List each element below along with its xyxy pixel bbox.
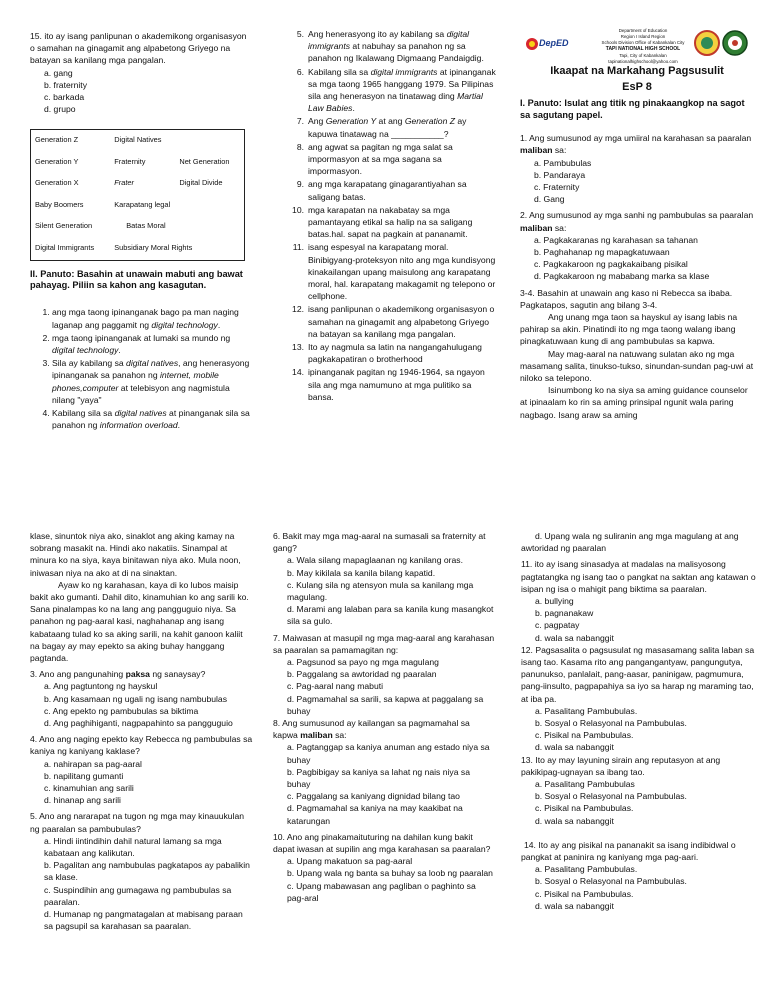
q10-option-b: b. Upang wala ng banta sa buhay sa loob ng paaralan xyxy=(287,868,493,879)
identification-item xyxy=(286,141,498,178)
question-13-options xyxy=(521,778,757,827)
identification-item xyxy=(286,303,498,340)
choice-row xyxy=(31,216,245,238)
column-2 xyxy=(286,28,498,404)
question-6-options xyxy=(273,554,495,627)
q13-option-b: b. Sosyal o Relasyonal na Pambubulas. xyxy=(535,791,687,802)
exam-subject: EsP 8 xyxy=(622,80,652,93)
question-12-options xyxy=(521,705,757,754)
choice-cell: Fraternity xyxy=(114,156,146,166)
q5-option-a: a. Hindi iintindihin dahil natural lamang sa mga kabataan ang kalikutan. xyxy=(44,835,222,859)
q4-option-a: a. nahirapan sa pag-aaral xyxy=(44,758,142,769)
question-3-options xyxy=(30,680,254,729)
choice-row xyxy=(31,173,245,195)
header-line: Schools Division Office of Kabankalan City xyxy=(601,39,685,45)
question-8: 8. Ang sumusunod ay kailangan sa pagmamahal sa kapwa maliban sa: xyxy=(273,718,470,741)
column-1 xyxy=(30,30,252,432)
q15-option-c: c. barkada xyxy=(44,92,85,103)
q15-option-d: d. grupo xyxy=(44,104,76,115)
item-number: 6. xyxy=(296,66,304,77)
identification-item xyxy=(286,115,498,139)
choice-cell: Generation Z xyxy=(35,135,79,145)
question-10: 10. Ano ang pinakamaituturing na dahilan kung bakit dapat iwasan at supilin ang mga karahasan sa paaralan? xyxy=(273,831,491,855)
header-line: Department of Education xyxy=(618,28,668,33)
question-14: 14. Ito ay ang pisikal na pananakit sa isang indibidwal o pangkat at paninira ng kaniyang mga pag-aari. xyxy=(521,839,736,863)
q5-option-d: d. Humanap ng pangmatagalan at mabisang paraan sa pagsupil sa karahasan sa paaralan. xyxy=(44,909,243,932)
choice-cell: Generation X xyxy=(35,178,79,188)
item-number: 5. xyxy=(296,29,304,39)
question-10-option-d: d. Upang wala ng suliranin ang mga magulang at ang awtoridad ng paaralan xyxy=(521,531,739,554)
header-text xyxy=(578,28,708,64)
q2-option-b: b. Paghahanap ng mapagkatuwaan xyxy=(534,246,670,257)
column-6 xyxy=(521,530,757,912)
q8-option-b: b. Pagbibigay sa kaniya sa lahat ng nais niya sa buhay xyxy=(287,766,470,790)
part-2-item: 3. Sila ay kabilang sa digital natives, ang henerasyong ipinanganak sa panahon ng internet, mobile phones,computer at telebisyon ang nagmistula nilang "yaya" xyxy=(52,357,252,406)
q14-option-b: b. Sosyal o Relasyonal na Pambubulas. xyxy=(535,876,687,887)
q12-option-d: d. wala sa nabanggit xyxy=(535,742,614,753)
question-5: 5. Ano ang nararapat na tugon ng mga may kinauukulan ng paaralan sa pambubulas? xyxy=(30,811,245,834)
question-11: 11. ito ay isang sinasadya at madalas na malisyosong pagtatangka ng isang tao o pangkat na saktan ang katawan o isipan ng isa o mahigit pang biktima sa paaralan. xyxy=(521,559,756,594)
choice-cell: Silent Generation xyxy=(35,221,93,231)
part-2-list xyxy=(30,306,252,431)
part-2-heading: II. Panuto: Basahin at unawain mabuti ang bawat pahayag. Piliin sa kahon ang kasagutan. xyxy=(30,268,243,291)
header-line: TAPI NATIONAL HIGH SCHOOL xyxy=(605,45,681,52)
seal-icon xyxy=(694,30,720,56)
item-number: 13. xyxy=(292,342,304,353)
story-paragraph-1: Ang unang mga taon sa hayskul ay isang labis na pahirap sa akin. Pinatindi ito ng mga taong walang ibang pinagkatuwaan kung di ang pambubulas sa kapwa. xyxy=(520,311,738,347)
column-3 xyxy=(520,28,754,421)
item-number: 7. xyxy=(296,116,304,127)
choice-cell: Frater xyxy=(114,178,134,188)
item-number: 8. xyxy=(296,141,304,152)
question-7: 7. Maiwasan at masupil ng mga mag-aaral ang karahasan sa paaralan sa pamamagitan ng: xyxy=(273,632,495,655)
question-3: 3. Ano ang pangunahing paksa ng sanaysay? xyxy=(30,669,206,680)
item-text: ang mga karapatang ginagarantiyahan sa saligang batas. xyxy=(308,179,467,202)
q6-option-b: b. May kikilala sa kanila bilang kapatid. xyxy=(287,567,436,578)
question-1: 1. Ang sumusunod ay mga umiiral na karahasan sa paaralan maliban sa: xyxy=(520,133,752,156)
choice-cell: Digital Immigrants xyxy=(35,243,95,252)
q1-option-c: c. Fraternity xyxy=(534,181,580,192)
choice-cell: Generation Y xyxy=(35,156,79,166)
item-number: 10. xyxy=(292,204,304,215)
choice-cell: Digital Divide xyxy=(179,178,223,188)
q5-option-c: c. Suspindihin ang gumagawa ng pambubulas sa paaralan. xyxy=(44,884,232,907)
question-2: 2. Ang sumusunod ay mga sanhi ng pambubulas sa paaralan maliban sa: xyxy=(520,210,754,233)
q7-option-a: a. Pagsunod sa payo ng mga magulang xyxy=(287,657,439,668)
choice-cell: Batas Moral xyxy=(126,221,166,231)
story-paragraph-2: May mag-aaral na natuwang sulatan ako ng mga masamang salita, tinukso-tukso, sinundan-sundan pag-uwi at niloko sa telepono. xyxy=(520,348,754,383)
q4-option-b: b. napilitang gumanti xyxy=(44,770,124,781)
item-text: isang espesyal na karapatang moral. Binibigyang-proteksyon nito ang mga kundisyong kinakailangan upang maisulong ang karapatang moral, hal. karapatang makagamit ng telepono or cellphone. xyxy=(308,242,496,302)
q3-option-d: d. Ang paghihiganti, nagpapahinto sa pangguguio xyxy=(44,718,233,729)
q13-option-c: c. Pisikal na Pambubulas. xyxy=(535,803,634,814)
item-number: 12. xyxy=(292,304,304,315)
q14-option-c: c. Pisikal na Pambubulas. xyxy=(535,888,634,899)
q7-option-c: c. Pag-aaral nang mabuti xyxy=(287,681,384,692)
question-8-options xyxy=(273,741,495,826)
q1-option-a: a. Pambubulas xyxy=(534,157,592,168)
story-paragraph-3: Isinumbong ko na siya sa aming guidance counselor at ipinaalam ko rin sa aming prinsipal ngunit wala paring nagbago. Isang araw sa aming xyxy=(520,385,748,420)
q4-option-c: c. kinamuhian ang sarili xyxy=(44,783,134,794)
deped-logo xyxy=(526,32,569,56)
q8-option-c: c. Paggalang sa kaniyang dignidad bilang tao xyxy=(287,791,460,802)
q3-option-a: a. Ang pagtuntong ng hayskul xyxy=(44,681,158,692)
part-2-item: 1. ang mga taong ipinanganak bago pa man naging laganap ang paggamit ng digital technology. xyxy=(52,306,252,330)
q4-option-d: d. hinanap ang sarili xyxy=(44,795,121,806)
q10-option-c: c. Upang mabawasan ang pagliban o paghinto sa pag-aral xyxy=(287,880,476,903)
q15-option-a: a. gang xyxy=(44,67,73,78)
q11-option-a: a. bullying xyxy=(535,596,574,607)
q13-option-a: a. Pasalitang Pambubulas xyxy=(535,779,635,790)
identification-item xyxy=(286,178,498,202)
part-2-item: 4. Kabilang sila sa digital natives at pinanganak sila sa panahon ng information overload. xyxy=(52,407,252,431)
identification-list xyxy=(286,28,498,403)
choice-row xyxy=(31,195,245,217)
question-5-options xyxy=(30,835,254,933)
q11-option-d: d. wala sa nabanggit xyxy=(535,632,614,643)
q7-option-b: b. Paggalang sa awtoridad ng paaralan xyxy=(287,669,437,680)
item-number: 11. xyxy=(292,242,304,253)
item-text: ipinanganak pagitan ng 1946-1964, sa ngayon sila ang mga namumuno at mga pulitiko sa bansa. xyxy=(308,367,485,402)
question-4-options xyxy=(30,758,254,807)
q1-option-b: b. Pandaraya xyxy=(534,169,586,180)
choice-cell: Karapatang legal xyxy=(114,199,171,209)
item-text: Kabilang sila sa digital immigrants at ipinanganak sa mga taong 1965 hanggang 1979. Sa Pilipinas sila ang henerasyon na tinatawag ding Martial Law Babies. xyxy=(308,66,496,114)
question-7-options xyxy=(273,656,495,717)
q11-option-b: b. pagnanakaw xyxy=(535,608,594,619)
part-2-item: 2. mga taong ipinanganak at lumaki sa mundo ng digital technology. xyxy=(52,332,252,356)
choice-cell xyxy=(175,130,244,152)
story-intro: 3-4. Basahin at unawain ang kaso ni Rebecca sa ibaba. Pagkatapos, sagutin ang bilang 3-4. xyxy=(520,287,733,310)
question-11-options xyxy=(521,595,757,644)
deped-logo-text: DepED xyxy=(539,38,569,48)
q14-option-a: a. Pasalitang Pambubulas. xyxy=(535,864,638,875)
school-seal-right xyxy=(722,30,748,59)
q6-option-c: c. Kulang sila ng atensyon mula sa kanilang mga magulang. xyxy=(287,579,474,603)
q8-option-a: a. Pagtanggap sa kaniya anuman ang estado niya sa buhay xyxy=(287,742,490,765)
q5-option-b: b. Pagalitan ang nambubulas pagkatapos ay pabalikin sa klase. xyxy=(44,860,250,883)
story-continuation-2: Ayaw ko ng karahasan, kaya di ko lubos maisip bakit ako gumanti. Dahil dito, kinamuhian ko ang sarili ko. Sana pinalampas ko na lang ang pangguguio niya. Sa panahon ng pag-aaral kasi, naghahanap ang isang kabataang tulad ko sa aking sarili, na kahit ganoon kaliit na bagay ay may epekto sa aking buhay hanggang pagtanda. xyxy=(30,579,249,664)
q15-option-b: b. fraternity xyxy=(44,79,87,90)
choice-cell: Digital Natives xyxy=(114,135,162,145)
q2-option-d: d. Pagkakaroon ng mababang marka sa klase xyxy=(534,271,710,282)
story-continuation-1: klase, sinuntok niya ako, sinaklot ang aking kamay na sobrang masakit na. Hindi ako nakatiis. Sinampal at minura ko na siya, kaya binitawan niya ako. Mula noon, iniwasan niya na ako at di na sinaktan. xyxy=(30,531,241,578)
school-header xyxy=(520,28,754,62)
choice-cell: Net Generation xyxy=(179,156,230,166)
school-seal-left xyxy=(694,30,720,59)
answer-choice-box xyxy=(30,129,245,260)
q12-option-a: a. Pasalitang Pambubulas. xyxy=(535,705,638,716)
q7-option-d: d. Pagmamahal sa sarili, sa kapwa at paggalang sa buhay xyxy=(287,693,484,716)
identification-item xyxy=(286,28,498,65)
item-text: Ang henerasyong ito ay kabilang sa digital immigrants at nabuhay sa panahon ng sa panahon ng Ikalawang Digmaang Pandaigdig. xyxy=(308,29,484,64)
q1-option-d: d. Gang xyxy=(534,194,565,205)
choice-cell: Baby Boomers xyxy=(35,199,84,209)
q10-option-a: a. Upang makatuon sa pag-aaral xyxy=(287,856,413,867)
header-line: Tapi, City of Kabankalan xyxy=(619,52,667,58)
q12-option-c: c. Pisikal na Pambubulas. xyxy=(535,730,634,741)
item-number: 14. xyxy=(292,367,304,378)
q13-option-d: d. wala sa nabanggit xyxy=(535,815,614,826)
column-5 xyxy=(273,530,495,904)
header-line: Region I Island Region xyxy=(620,33,666,39)
item-text: isang panlipunan o akademikong organisasyon o samahan na ginagamit ang alpabetong Griyego na batayan sa kanilang mga pangalan. xyxy=(308,304,495,339)
q8-option-d: d. Pagmamahal sa kaniya na may kaakibat na katarungan xyxy=(287,803,463,826)
question-13: 13. Ito ay may layuning sirain ang reputasyon at ang pakikipag-ugnayan sa ibang tao. xyxy=(521,754,721,777)
question-6: 6. Bakit may mga mag-aaral na sumasali sa fraternity at gang? xyxy=(273,531,486,554)
question-14-options xyxy=(521,863,757,912)
choice-cell: Subsidiary Moral Rights xyxy=(114,243,193,252)
q14-option-d: d. wala sa nabanggit xyxy=(535,900,614,911)
question-10-options xyxy=(273,855,495,904)
question-12: 12. Pagsasalita o pagsusulat ng masasamang salita laban sa isang tao. Kasama rito ang pangangantyaw, pangungutya, panunukso, panlalait, pang-aasar, paninigaw, pagmumura, pang-iinsulto, pagpapahiya sa iyo sa harap ng maraming tao, at iba pa. xyxy=(521,644,755,704)
q11-option-c: c. pagpatay xyxy=(535,620,580,631)
q3-option-c: c. Ang epekto ng pambubulas sa biktima xyxy=(44,705,199,716)
q6-option-d: d. Marami ang lalaban para sa kanila kung masangkot sila sa gulo. xyxy=(287,604,494,627)
question-15-options xyxy=(30,67,252,116)
identification-item xyxy=(286,66,498,115)
item-text: mga karapatan na nakabatay sa mga pamantayang etikal sa halip na sa saligang batas.hal. sapat na pagkain at pananamit. xyxy=(308,204,473,240)
school-logo-icon xyxy=(722,30,748,56)
part-1-heading: I. Panuto: Isulat ang titik ng pinakaangkop na sagot sa sagutang papel. xyxy=(520,98,745,121)
q12-option-b: b. Sosyal o Relasyonal na Pambubulas. xyxy=(535,718,687,729)
exam-title: Ikaapat na Markahang Pagsusulit xyxy=(550,65,724,77)
identification-item xyxy=(286,341,498,365)
question-2-options xyxy=(520,234,754,283)
item-text: Ito ay nagmula sa latin na nangangahulugang pagkakapatiran o brotherhood xyxy=(308,342,482,365)
question-4: 4. Ano ang naging epekto kay Rebecca ng pambubulas sa kaniya ng kaniyang kaklase? xyxy=(30,734,253,757)
question-15: 15. ito ay isang panlipunan o akademikong organisasyon o samahan na ginagamit ang alpabetong Griyego na batayan sa kanilang mga pangalan. xyxy=(30,31,247,66)
item-text: Ang Generation Y at ang Generation Z ay kapuwa tinatawag na ___________? xyxy=(308,116,467,139)
choice-row xyxy=(31,152,245,174)
identification-item xyxy=(286,204,498,241)
identification-item xyxy=(286,366,498,403)
item-number: 9. xyxy=(296,179,304,190)
choice-row xyxy=(31,130,245,152)
column-4 xyxy=(30,530,254,933)
choice-row xyxy=(31,238,245,260)
header-line: tapinationalhighschool@yahoo.com xyxy=(608,58,678,64)
question-1-options xyxy=(520,157,754,206)
q6-option-a: a. Wala silang mapaglaanan ng kanilang oras. xyxy=(287,555,463,566)
q3-option-b: b. Ang kasamaan ng ugali ng isang nambubulas xyxy=(44,693,227,704)
q2-option-c: c. Pagkakaroon ng pagkakaibang pisikal xyxy=(534,259,688,270)
q2-option-a: a. Pagkakaranas ng karahasan sa tahanan xyxy=(534,234,698,245)
item-text: ang agwat sa pagitan ng mga salat sa impormasyon at sa mga sagana sa impormasyon. xyxy=(308,141,453,177)
identification-item xyxy=(286,241,498,302)
